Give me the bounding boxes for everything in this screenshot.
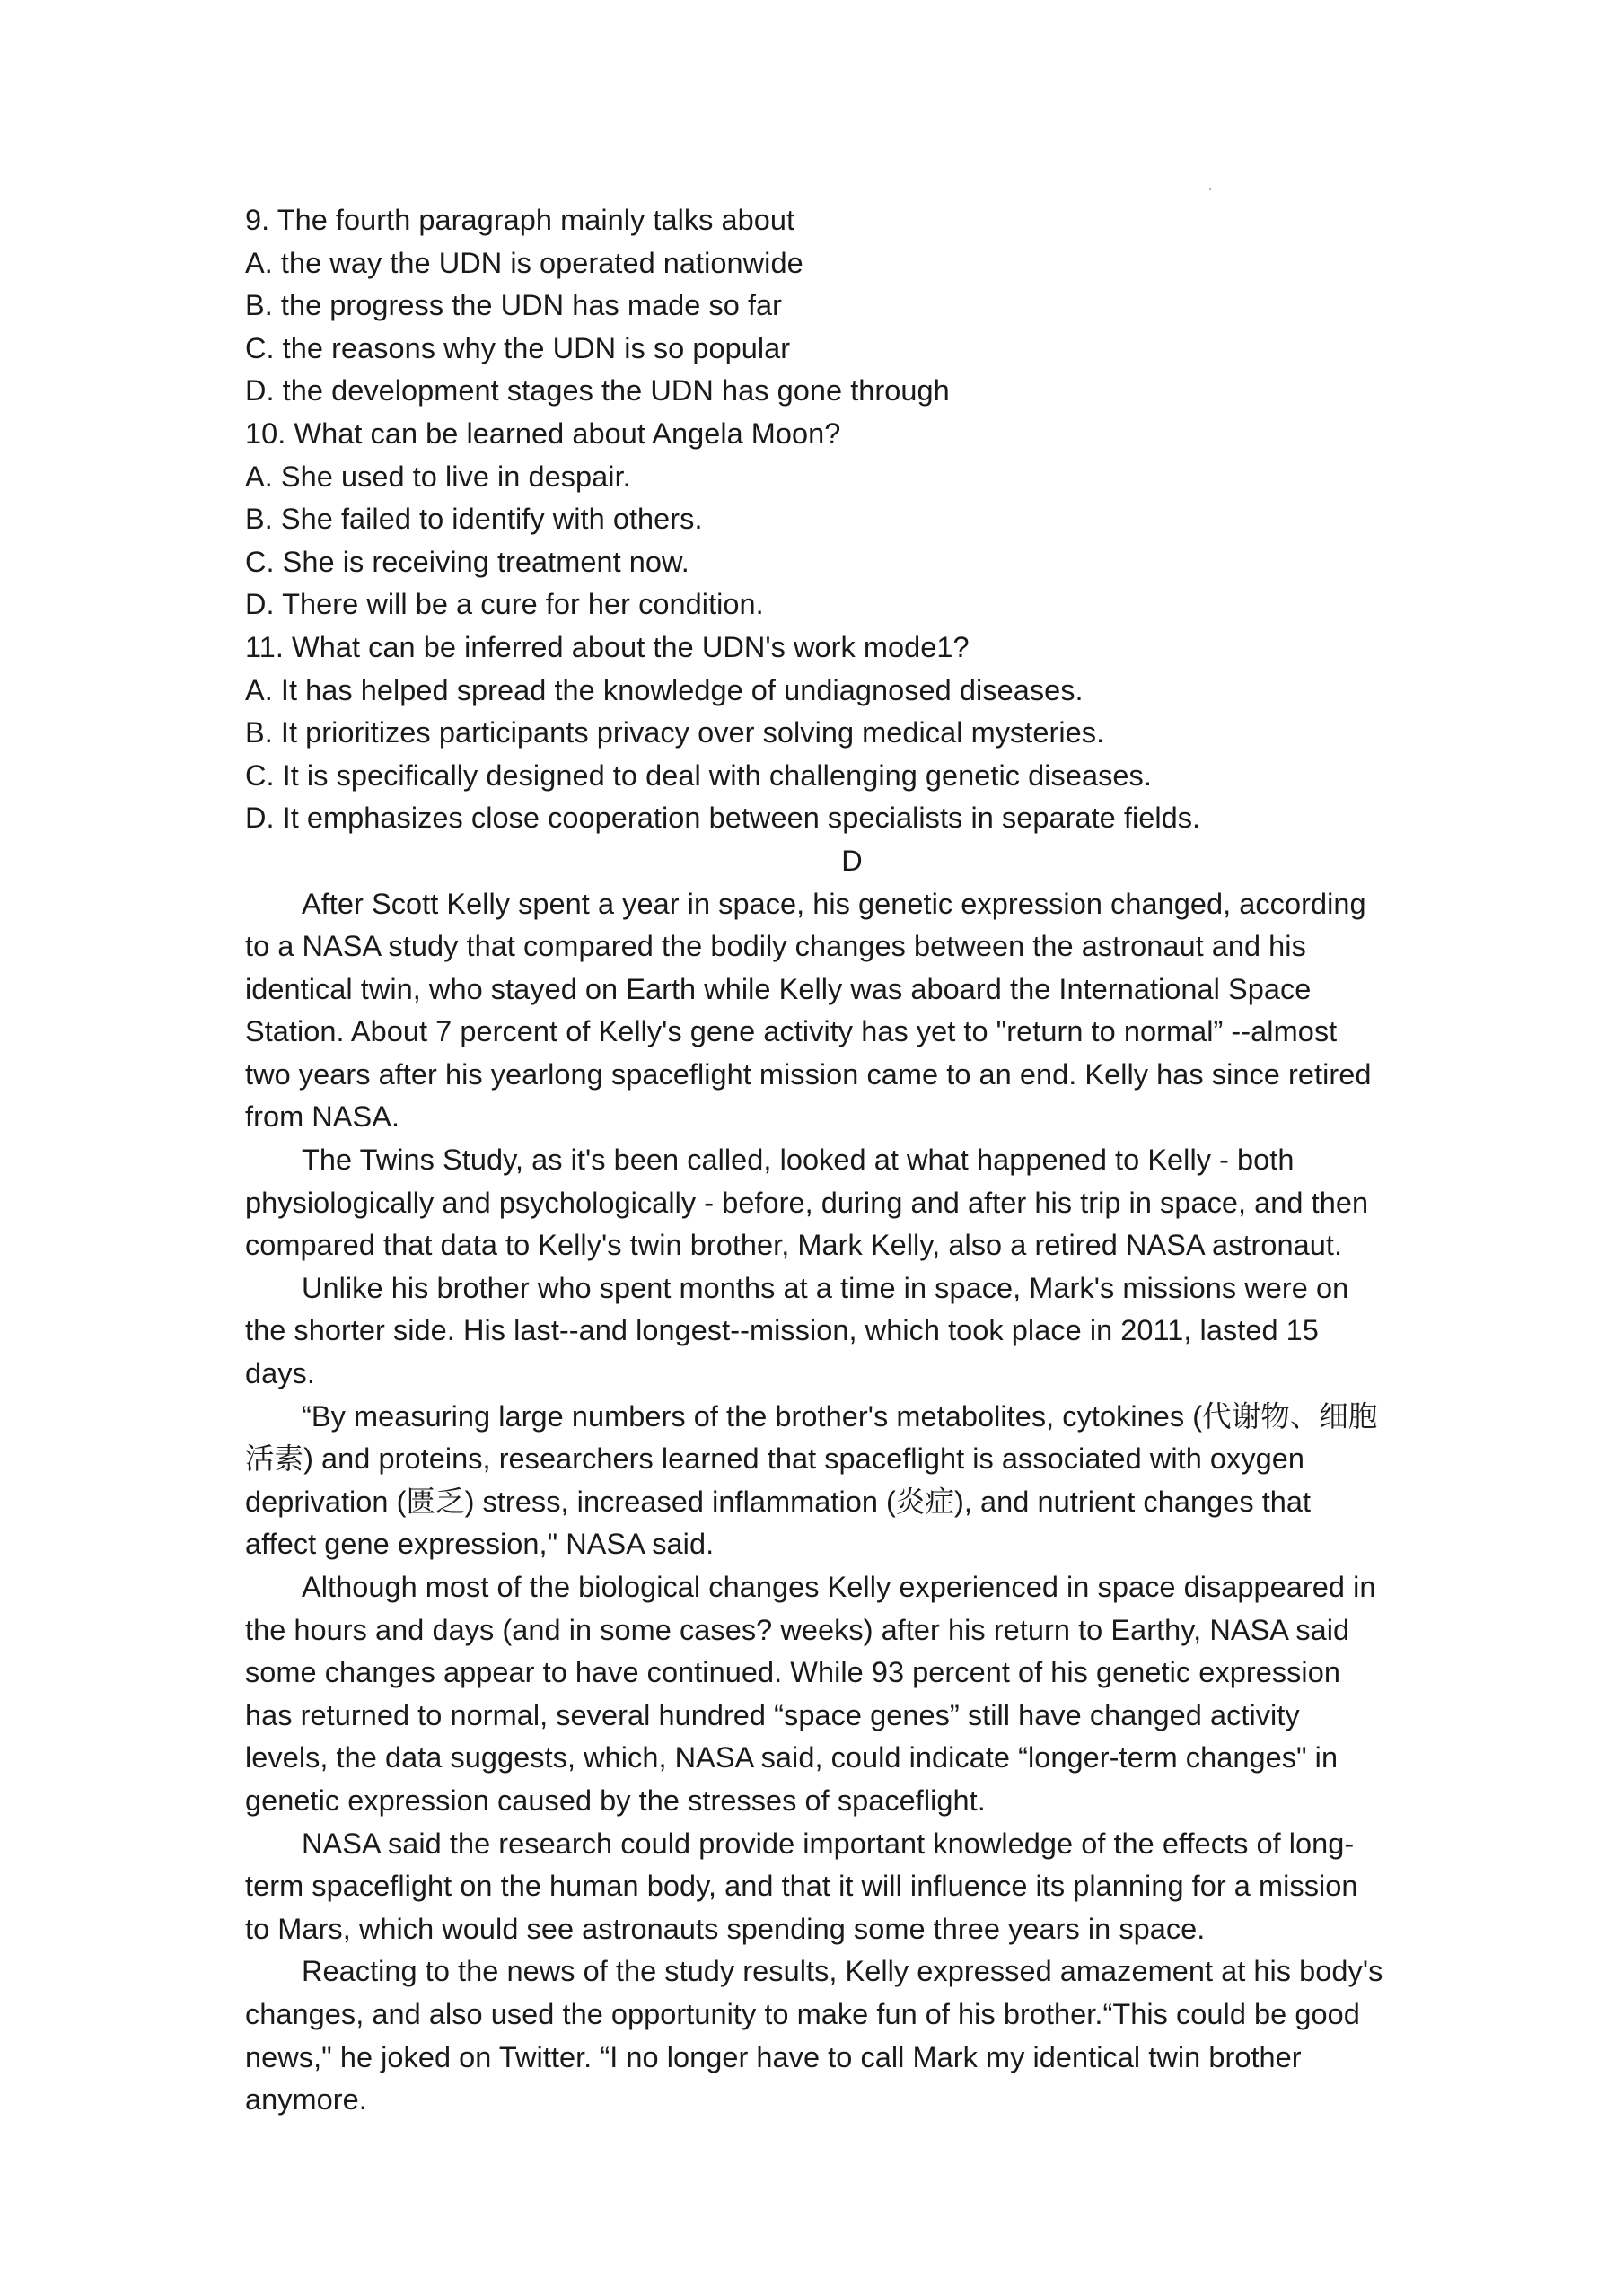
paragraph-2: The Twins Study, as it's been called, looked at what happened to Kelly - both physiologically and psychologically - before, during and after his trip in space, and then compared that data to Kelly's twin brother, Mark Kelly, also a retired NASA astronaut.	[245, 1144, 1369, 1262]
option-a: A. It has helped spread the knowledge of undiagnosed diseases.	[245, 673, 1084, 706]
question-stem: 11. What can be inferred about the UDN's work mode1?	[245, 630, 970, 663]
option-d: D. It emphasizes close cooperation between specialists in separate fields.	[245, 802, 1201, 835]
question-11	[245, 627, 1385, 840]
paragraph-6: NASA said the research could provide important knowledge of the effects of long-term spaceflight on the human body, and that it will influence its planning for a mission to Mars, which would see astronauts spending some three years in space.	[245, 1827, 1358, 1945]
paragraph-5: Although most of the biological changes Kelly experienced in space disappeared in the hours and days (and in some cases? weeks) after his return to Earthy, NASA said some changes appear to have continued. While 93 percent of his genetic expression has returned to normal, several hundred “space genes” still have changed activity levels, the data suggests, which, NASA said, could indicate “longer-term changes" in genetic expression caused by the stresses of spaceflight.	[245, 1571, 1376, 1817]
option-c: C. She is receiving treatment now.	[245, 545, 689, 578]
option-c: C. It is specifically designed to deal with challenging genetic diseases.	[245, 758, 1152, 792]
option-d: D. the development stages the UDN has gone through	[245, 374, 950, 407]
exam-page	[245, 199, 1385, 2122]
paragraph-4: “By measuring large numbers of the brother's metabolites, cytokines (代谢物、细胞活素) and proteins, researchers learned that spaceflight is associated with oxygen deprivation (匮乏) stress, increased inflammation (炎症), and nutrient changes that affect gene expression," NASA said.	[245, 1399, 1378, 1561]
option-d: D. There will be a cure for her condition.	[245, 588, 764, 621]
question-10	[245, 413, 1385, 627]
question-stem: 10. What can be learned about Angela Moon?	[245, 416, 841, 450]
question-stem: 9. The fourth paragraph mainly talks about	[245, 204, 795, 236]
paragraph-1: After Scott Kelly spent a year in space, his genetic expression changed, according to a NASA study that compared the bodily changes between the astronaut and his identical twin, who stayed on Earth while Kelly was aboard the International Space Station. About 7 percent of Kelly's gene activity has yet to "return to normal” --almost two years after his yearlong spaceflight mission came to an end. Kelly has since retired from NASA.	[245, 887, 1372, 1134]
passage	[245, 883, 1385, 2122]
section-heading: D	[841, 844, 863, 877]
paragraph-7: Reacting to the news of the study results, Kelly expressed amazement at his body's changes, and also used the opportunity to make fun of his brother.“This could be good news," he joked on Twitter. “I no longer have to call Mark my identical twin brother anymore.	[245, 1955, 1383, 2116]
question-9	[245, 199, 1385, 413]
option-b: B. the progress the UDN has made so far	[245, 289, 783, 322]
option-a: A. She used to live in despair.	[245, 460, 631, 493]
option-b: B. She failed to identify with others.	[245, 503, 703, 536]
scan-speck	[1209, 188, 1211, 190]
option-b: B. It prioritizes participants privacy over solving medical mysteries.	[245, 716, 1105, 749]
option-c: C. the reasons why the UDN is so popular	[245, 331, 791, 364]
paragraph-3: Unlike his brother who spent months at a time in space, Mark's missions were on the shorter side. His last--and longest--mission, which took place in 2011, lasted 15 days.	[245, 1271, 1349, 1390]
option-a: A. the way the UDN is operated nationwide	[245, 246, 803, 279]
